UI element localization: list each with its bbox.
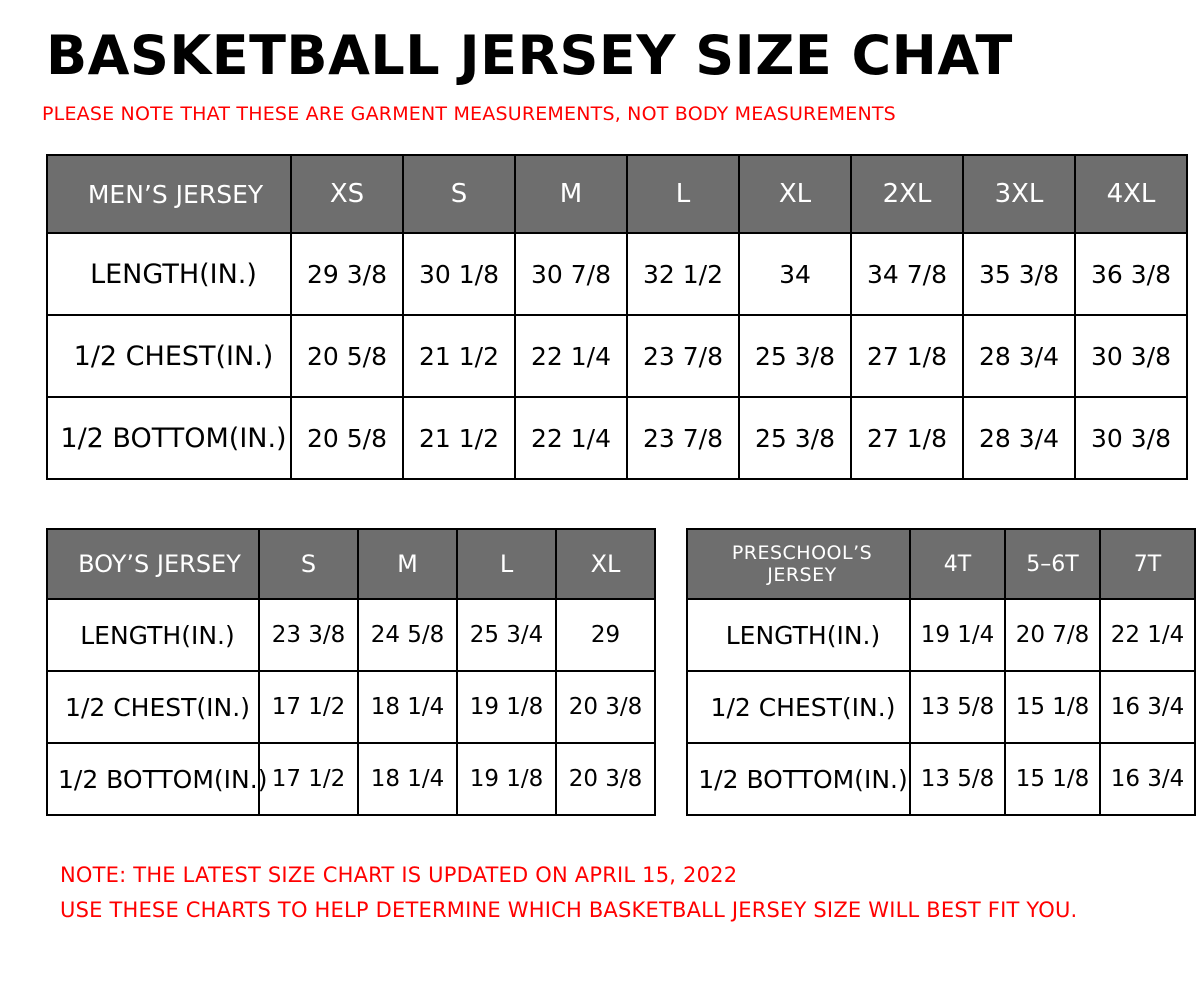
preschool-size-header: 5–6T — [1005, 529, 1100, 599]
mens-header-label: MEN’S JERSEY — [47, 155, 291, 233]
measurement-cell: 30 7/8 — [515, 233, 627, 315]
table-row — [47, 599, 655, 671]
measurement-cell: 28 3/4 — [963, 397, 1075, 479]
mens-size-header: XL — [739, 155, 851, 233]
row-label: LENGTH(IN.) — [687, 599, 910, 671]
measurement-cell: 30 3/8 — [1075, 315, 1187, 397]
measurement-cell: 19 1/8 — [457, 743, 556, 815]
measurement-cell: 25 3/4 — [457, 599, 556, 671]
row-label: LENGTH(IN.) — [47, 599, 259, 671]
mens-size-header: M — [515, 155, 627, 233]
row-label: 1/2 BOTTOM(IN.) — [687, 743, 910, 815]
mens-size-header: L — [627, 155, 739, 233]
measurement-cell: 22 1/4 — [515, 315, 627, 397]
table-row — [47, 315, 1187, 397]
row-label: LENGTH(IN.) — [47, 233, 291, 315]
preschool-size-header: 7T — [1100, 529, 1195, 599]
lower-tables-row — [46, 528, 1185, 816]
row-label: 1/2 BOTTOM(IN.) — [47, 743, 259, 815]
preschool-jersey-size-table — [686, 528, 1196, 816]
table-row — [47, 671, 655, 743]
measurement-cell: 20 3/8 — [556, 671, 655, 743]
boys-header-label: BOY’S JERSEY — [47, 529, 259, 599]
row-label: 1/2 BOTTOM(IN.) — [47, 397, 291, 479]
measurement-cell: 34 7/8 — [851, 233, 963, 315]
bottom-note-update: NOTE: THE LATEST SIZE CHART IS UPDATED ON APRIL 15, 2022 — [60, 863, 738, 888]
measurement-cell: 19 1/8 — [457, 671, 556, 743]
table-row — [687, 671, 1195, 743]
measurement-cell: 21 1/2 — [403, 397, 515, 479]
mens-size-header: S — [403, 155, 515, 233]
measurement-cell: 22 1/4 — [1100, 599, 1195, 671]
table-header-row — [687, 529, 1195, 599]
measurement-cell: 30 3/8 — [1075, 397, 1187, 479]
measurement-cell: 13 5/8 — [910, 671, 1005, 743]
boys-size-header: M — [358, 529, 457, 599]
measurement-cell: 20 5/8 — [291, 315, 403, 397]
mens-size-header: 2XL — [851, 155, 963, 233]
measurement-cell: 17 1/2 — [259, 671, 358, 743]
row-label: 1/2 CHEST(IN.) — [47, 671, 259, 743]
measurement-cell: 20 3/8 — [556, 743, 655, 815]
boys-size-header: L — [457, 529, 556, 599]
mens-jersey-size-table — [46, 154, 1188, 480]
row-label: 1/2 CHEST(IN.) — [687, 671, 910, 743]
measurement-cell: 24 5/8 — [358, 599, 457, 671]
table-row — [47, 397, 1187, 479]
page-title: BASKETBALL JERSEY SIZE CHAT — [46, 24, 1013, 87]
boys-size-header: XL — [556, 529, 655, 599]
measurement-cell: 27 1/8 — [851, 315, 963, 397]
measurement-cell: 29 — [556, 599, 655, 671]
measurement-cell: 25 3/8 — [739, 315, 851, 397]
top-note: PLEASE NOTE THAT THESE ARE GARMENT MEASUREMENTS, NOT BODY MEASUREMENTS — [42, 102, 896, 125]
measurement-cell: 29 3/8 — [291, 233, 403, 315]
bottom-note-usage: USE THESE CHARTS TO HELP DETERMINE WHICH BASKETBALL JERSEY SIZE WILL BEST FIT YOU. — [60, 897, 1078, 922]
measurement-cell: 19 1/4 — [910, 599, 1005, 671]
measurement-cell: 32 1/2 — [627, 233, 739, 315]
measurement-cell: 15 1/8 — [1005, 671, 1100, 743]
boys-jersey-size-table — [46, 528, 656, 816]
preschool-header-label: PRESCHOOL’S JERSEY — [687, 529, 910, 599]
mens-size-header: 3XL — [963, 155, 1075, 233]
table-row — [47, 233, 1187, 315]
bottom-notes — [60, 858, 1176, 927]
measurement-cell: 34 — [739, 233, 851, 315]
mens-size-header: 4XL — [1075, 155, 1187, 233]
measurement-cell: 23 7/8 — [627, 315, 739, 397]
table-row — [687, 743, 1195, 815]
measurement-cell: 20 7/8 — [1005, 599, 1100, 671]
boys-size-header: S — [259, 529, 358, 599]
measurement-cell: 20 5/8 — [291, 397, 403, 479]
mens-size-header: XS — [291, 155, 403, 233]
measurement-cell: 30 1/8 — [403, 233, 515, 315]
measurement-cell: 16 3/4 — [1100, 671, 1195, 743]
measurement-cell: 18 1/4 — [358, 743, 457, 815]
measurement-cell: 28 3/4 — [963, 315, 1075, 397]
table-row — [687, 599, 1195, 671]
measurement-cell: 23 3/8 — [259, 599, 358, 671]
measurement-cell: 21 1/2 — [403, 315, 515, 397]
measurement-cell: 22 1/4 — [515, 397, 627, 479]
measurement-cell: 36 3/8 — [1075, 233, 1187, 315]
measurement-cell: 13 5/8 — [910, 743, 1005, 815]
row-label: 1/2 CHEST(IN.) — [47, 315, 291, 397]
table-row — [47, 743, 655, 815]
measurement-cell: 18 1/4 — [358, 671, 457, 743]
preschool-size-header: 4T — [910, 529, 1005, 599]
measurement-cell: 16 3/4 — [1100, 743, 1195, 815]
measurement-cell: 35 3/8 — [963, 233, 1075, 315]
measurement-cell: 15 1/8 — [1005, 743, 1100, 815]
measurement-cell: 27 1/8 — [851, 397, 963, 479]
measurement-cell: 17 1/2 — [259, 743, 358, 815]
table-header-row — [47, 529, 655, 599]
measurement-cell: 25 3/8 — [739, 397, 851, 479]
table-header-row — [47, 155, 1187, 233]
measurement-cell: 23 7/8 — [627, 397, 739, 479]
